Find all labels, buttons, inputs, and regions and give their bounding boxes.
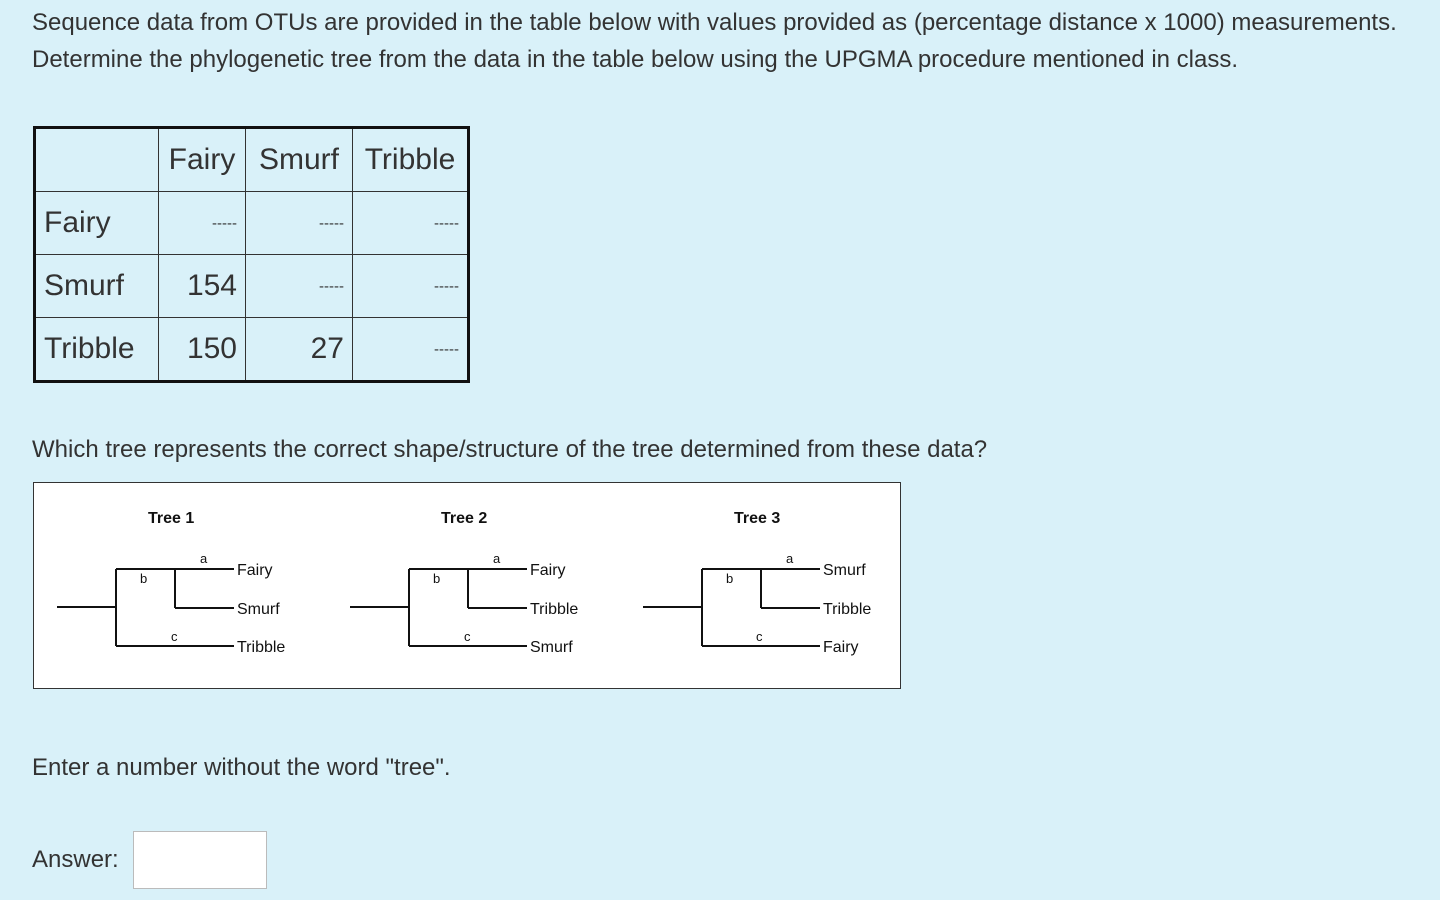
answer-input[interactable] — [133, 831, 267, 889]
branch-label-b: b — [433, 571, 441, 586]
table-header-row — [35, 128, 469, 192]
branch-label-a: a — [200, 551, 208, 566]
row-header: Fairy — [35, 192, 159, 255]
row-header: Smurf — [35, 255, 159, 318]
column-header: Smurf — [246, 128, 353, 192]
tree-leaf-label: Tribble — [530, 601, 579, 618]
branch-label-a: a — [786, 551, 794, 566]
column-header: Fairy — [159, 128, 246, 192]
tree-leaf-label: Smurf — [237, 601, 280, 618]
branch-label-b: b — [140, 571, 148, 586]
tree-title: Tree 1 — [148, 510, 195, 527]
table-cell: ----- — [353, 192, 469, 255]
question-intro: Sequence data from OTUs are provided in the table below with values provided as (percentage distance x 1000) measurements. Determine the phylogenetic tree from the data in the table below using the UPGMA procedure mentioned in class. — [32, 9, 1397, 73]
table-cell: 154 — [159, 255, 246, 318]
table-cell: ----- — [353, 255, 469, 318]
table-cell: ----- — [246, 255, 353, 318]
row-header: Tribble — [35, 318, 159, 382]
trees-diagram — [34, 483, 900, 688]
table-cell: ----- — [353, 318, 469, 382]
answer-label: Answer: — [32, 846, 119, 873]
table-cell: 27 — [246, 318, 353, 382]
tree-leaf-label: Fairy — [823, 639, 859, 656]
tree-title: Tree 3 — [734, 510, 781, 527]
table-row — [35, 255, 469, 318]
branch-label-b: b — [726, 571, 734, 586]
table-cell: 150 — [159, 318, 246, 382]
tree-title: Tree 2 — [441, 510, 488, 527]
table-row — [35, 192, 469, 255]
distance-table — [33, 126, 470, 383]
tree-leaf-label: Tribble — [237, 639, 286, 656]
branch-label-a: a — [493, 551, 501, 566]
branch-label-c: c — [171, 629, 178, 644]
table-cell: ----- — [159, 192, 246, 255]
tree-leaf-label: Tribble — [823, 601, 872, 618]
table-corner-cell — [35, 128, 159, 192]
column-header: Tribble — [353, 128, 469, 192]
tree-leaf-label: Smurf — [530, 639, 573, 656]
table-cell: ----- — [246, 192, 353, 255]
answer-instruction: Enter a number without the word "tree". — [32, 754, 451, 781]
trees-figure — [33, 482, 901, 689]
branch-label-c: c — [756, 629, 763, 644]
tree-3 — [643, 510, 871, 656]
tree-leaf-label: Fairy — [530, 562, 566, 579]
question-prompt: Which tree represents the correct shape/structure of the tree determined from these data? — [32, 436, 988, 463]
table-row — [35, 318, 469, 382]
tree-1 — [57, 510, 285, 656]
tree-leaf-label: Fairy — [237, 562, 273, 579]
tree-leaf-label: Smurf — [823, 562, 866, 579]
tree-2 — [350, 510, 578, 656]
branch-label-c: c — [464, 629, 471, 644]
